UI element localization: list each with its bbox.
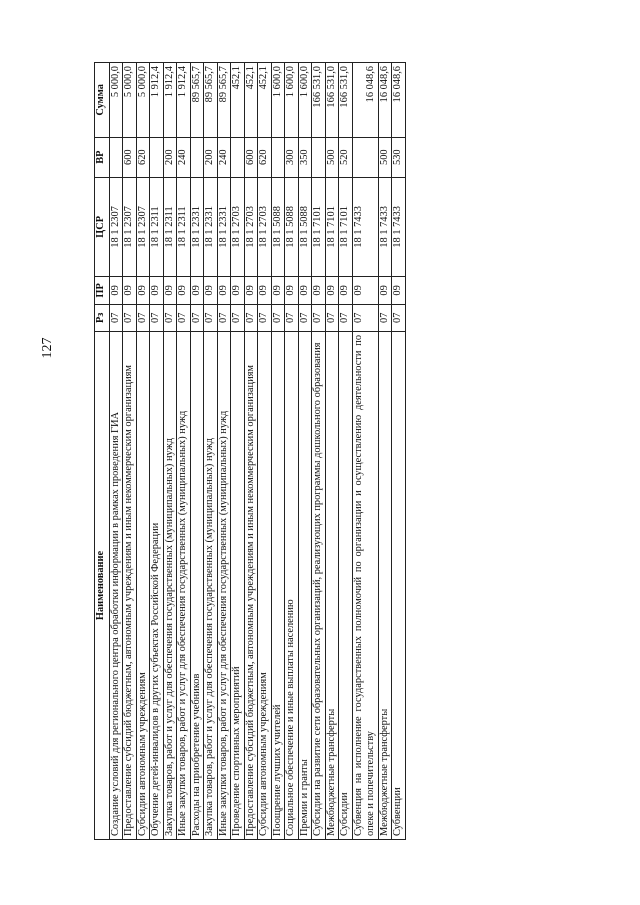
table-row xyxy=(177,63,190,840)
cell-rz: 07 xyxy=(325,304,338,331)
cell-sum: 16 048,6 xyxy=(352,63,378,138)
cell-sum: 452,1 xyxy=(244,63,257,138)
cell-name: Межбюджетные трансферты xyxy=(378,331,391,839)
cell-name: Субсидии на развитие сети образовательных организаций, реализующих программы дошкольного образования xyxy=(312,331,325,839)
header-pr: ПР xyxy=(95,277,110,304)
table-row xyxy=(244,63,257,840)
cell-pr: 09 xyxy=(150,277,163,304)
cell-rz: 07 xyxy=(392,304,405,331)
header-name: Наименование xyxy=(95,331,110,839)
cell-csr: 18 1 7101 xyxy=(312,177,325,277)
table-row xyxy=(298,63,311,840)
cell-pr: 09 xyxy=(217,277,230,304)
cell-rz: 07 xyxy=(177,304,190,331)
cell-pr: 09 xyxy=(392,277,405,304)
cell-pr: 09 xyxy=(298,277,311,304)
cell-vr: 240 xyxy=(177,137,190,177)
cell-sum: 5 000,0 xyxy=(136,63,149,138)
cell-name: Расходы на приобретение учебников xyxy=(190,331,203,839)
cell-csr: 18 1 7101 xyxy=(339,177,352,277)
table-row xyxy=(204,63,217,840)
cell-csr: 18 1 2311 xyxy=(163,177,176,277)
cell-csr: 18 1 2703 xyxy=(258,177,271,277)
cell-sum: 16 048,6 xyxy=(392,63,405,138)
cell-sum: 1 912,4 xyxy=(163,63,176,138)
table-row xyxy=(258,63,271,840)
cell-sum: 1 600,0 xyxy=(271,63,284,138)
cell-name: Проведение спортивных мероприятий xyxy=(231,331,244,839)
cell-sum: 89 565,7 xyxy=(204,63,217,138)
cell-name: Субсидии автономным учреждениям xyxy=(136,331,149,839)
cell-rz: 07 xyxy=(204,304,217,331)
cell-rz: 07 xyxy=(231,304,244,331)
cell-pr: 09 xyxy=(244,277,257,304)
cell-csr: 18 1 2331 xyxy=(204,177,217,277)
cell-name: Поощрение лучших учителей xyxy=(271,331,284,839)
cell-sum: 89 565,7 xyxy=(190,63,203,138)
cell-csr: 18 1 2331 xyxy=(217,177,230,277)
cell-sum: 452,1 xyxy=(231,63,244,138)
cell-csr: 18 1 5088 xyxy=(271,177,284,277)
cell-name: Субвенция на исполнение государственных полномочий по организации и осуществлению деятельности по опеке и попечительству xyxy=(352,331,378,839)
cell-vr: 200 xyxy=(163,137,176,177)
cell-csr: 18 1 5088 xyxy=(298,177,311,277)
cell-csr: 18 1 7433 xyxy=(378,177,391,277)
budget-table xyxy=(94,62,406,840)
cell-pr: 09 xyxy=(378,277,391,304)
cell-name: Обучение детей-инвалидов в других субъектах Российской Федерации xyxy=(150,331,163,839)
cell-name: Межбюджетные трансферты xyxy=(325,331,338,839)
cell-sum: 1 912,4 xyxy=(177,63,190,138)
header-csr: ЦСР xyxy=(95,177,110,277)
cell-rz: 07 xyxy=(110,304,123,331)
cell-csr: 18 1 2703 xyxy=(244,177,257,277)
cell-vr: 500 xyxy=(325,137,338,177)
cell-rz: 07 xyxy=(258,304,271,331)
cell-sum: 166 531,0 xyxy=(325,63,338,138)
cell-vr xyxy=(312,137,325,177)
cell-rz: 07 xyxy=(217,304,230,331)
cell-pr: 09 xyxy=(352,277,378,304)
cell-rz: 07 xyxy=(339,304,352,331)
cell-name: Предоставление субсидий бюджетным, автономным учреждениям и иным некоммерческим организациям xyxy=(244,331,257,839)
cell-csr: 18 1 2311 xyxy=(150,177,163,277)
cell-rz: 07 xyxy=(378,304,391,331)
cell-vr xyxy=(352,137,378,177)
cell-rz: 07 xyxy=(136,304,149,331)
cell-pr: 09 xyxy=(136,277,149,304)
table-body xyxy=(110,63,406,840)
cell-vr: 200 xyxy=(204,137,217,177)
table-row xyxy=(325,63,338,840)
table-row xyxy=(136,63,149,840)
cell-pr: 09 xyxy=(339,277,352,304)
cell-pr: 09 xyxy=(123,277,136,304)
cell-name: Иные закупки товаров, работ и услуг для обеспечения государственных (муниципальных) нужд xyxy=(217,331,230,839)
table-row xyxy=(271,63,284,840)
cell-name: Закупка товаров, работ и услуг для обеспечения государственных (муниципальных) нужд xyxy=(204,331,217,839)
cell-pr: 09 xyxy=(258,277,271,304)
cell-pr: 09 xyxy=(177,277,190,304)
cell-vr xyxy=(190,137,203,177)
table-row xyxy=(163,63,176,840)
cell-vr: 300 xyxy=(285,137,298,177)
cell-vr xyxy=(110,137,123,177)
cell-sum: 5 000,0 xyxy=(110,63,123,138)
cell-vr: 520 xyxy=(339,137,352,177)
cell-sum: 5 000,0 xyxy=(123,63,136,138)
table-row xyxy=(392,63,405,840)
header-sum: Сумма xyxy=(95,63,110,138)
cell-sum: 452,1 xyxy=(258,63,271,138)
cell-rz: 07 xyxy=(163,304,176,331)
table-row xyxy=(352,63,378,840)
cell-sum: 1 600,0 xyxy=(298,63,311,138)
cell-csr: 18 1 2307 xyxy=(136,177,149,277)
cell-vr: 240 xyxy=(217,137,230,177)
cell-vr: 530 xyxy=(392,137,405,177)
cell-rz: 07 xyxy=(123,304,136,331)
table-row xyxy=(312,63,325,840)
cell-vr: 600 xyxy=(244,137,257,177)
cell-rz: 07 xyxy=(298,304,311,331)
table-row xyxy=(285,63,298,840)
cell-pr: 09 xyxy=(231,277,244,304)
cell-pr: 09 xyxy=(163,277,176,304)
table-container xyxy=(94,62,530,840)
cell-csr: 18 1 2311 xyxy=(177,177,190,277)
cell-vr xyxy=(150,137,163,177)
table-row xyxy=(217,63,230,840)
cell-pr: 09 xyxy=(271,277,284,304)
table-row xyxy=(190,63,203,840)
cell-name: Премии и гранты xyxy=(298,331,311,839)
cell-vr: 350 xyxy=(298,137,311,177)
cell-pr: 09 xyxy=(325,277,338,304)
cell-vr xyxy=(231,137,244,177)
cell-csr: 18 1 2703 xyxy=(231,177,244,277)
cell-pr: 09 xyxy=(285,277,298,304)
table-row xyxy=(339,63,352,840)
header-rz: Рз xyxy=(95,304,110,331)
cell-rz: 07 xyxy=(312,304,325,331)
cell-sum: 89 565,7 xyxy=(217,63,230,138)
header-vr: ВР xyxy=(95,137,110,177)
cell-name: Предоставление субсидий бюджетным, автономным учреждениям и иным некоммерческим организациям xyxy=(123,331,136,839)
cell-csr: 18 1 7433 xyxy=(392,177,405,277)
cell-sum: 1 600,0 xyxy=(285,63,298,138)
cell-sum: 166 531,0 xyxy=(339,63,352,138)
cell-sum: 16 048,6 xyxy=(378,63,391,138)
page-number: 127 xyxy=(40,337,55,359)
cell-csr: 18 1 2307 xyxy=(123,177,136,277)
cell-name: Субвенции xyxy=(392,331,405,839)
cell-pr: 09 xyxy=(312,277,325,304)
cell-name: Социальное обеспечение и иные выплаты населению xyxy=(285,331,298,839)
cell-rz: 07 xyxy=(285,304,298,331)
cell-rz: 07 xyxy=(352,304,378,331)
cell-csr: 18 1 5088 xyxy=(285,177,298,277)
cell-vr: 500 xyxy=(378,137,391,177)
cell-sum: 1 912,4 xyxy=(150,63,163,138)
cell-pr: 09 xyxy=(110,277,123,304)
table-header-row xyxy=(95,63,110,840)
cell-vr: 600 xyxy=(123,137,136,177)
cell-csr: 18 1 7101 xyxy=(325,177,338,277)
rotated-table-frame xyxy=(94,62,530,840)
cell-pr: 09 xyxy=(204,277,217,304)
cell-rz: 07 xyxy=(190,304,203,331)
table-row xyxy=(150,63,163,840)
table-row xyxy=(378,63,391,840)
table-row xyxy=(231,63,244,840)
cell-name: Субсидии автономным учреждениям xyxy=(258,331,271,839)
cell-csr: 18 1 7433 xyxy=(352,177,378,277)
cell-name: Создание условий для регионального центра обработки информации в рамках проведения ГИА xyxy=(110,331,123,839)
cell-sum: 166 531,0 xyxy=(312,63,325,138)
table-row xyxy=(123,63,136,840)
cell-rz: 07 xyxy=(244,304,257,331)
cell-csr: 18 1 2307 xyxy=(110,177,123,277)
cell-rz: 07 xyxy=(150,304,163,331)
cell-vr: 620 xyxy=(136,137,149,177)
cell-name: Закупка товаров, работ и услуг для обеспечения государственных (муниципальных) нужд xyxy=(163,331,176,839)
cell-vr xyxy=(271,137,284,177)
cell-vr: 620 xyxy=(258,137,271,177)
cell-name: Иные закупки товаров, работ и услуг для обеспечения государственных (муниципальных) нужд xyxy=(177,331,190,839)
table-row xyxy=(110,63,123,840)
cell-pr: 09 xyxy=(190,277,203,304)
cell-rz: 07 xyxy=(271,304,284,331)
cell-csr: 18 1 2331 xyxy=(190,177,203,277)
cell-name: Субсидии xyxy=(339,331,352,839)
